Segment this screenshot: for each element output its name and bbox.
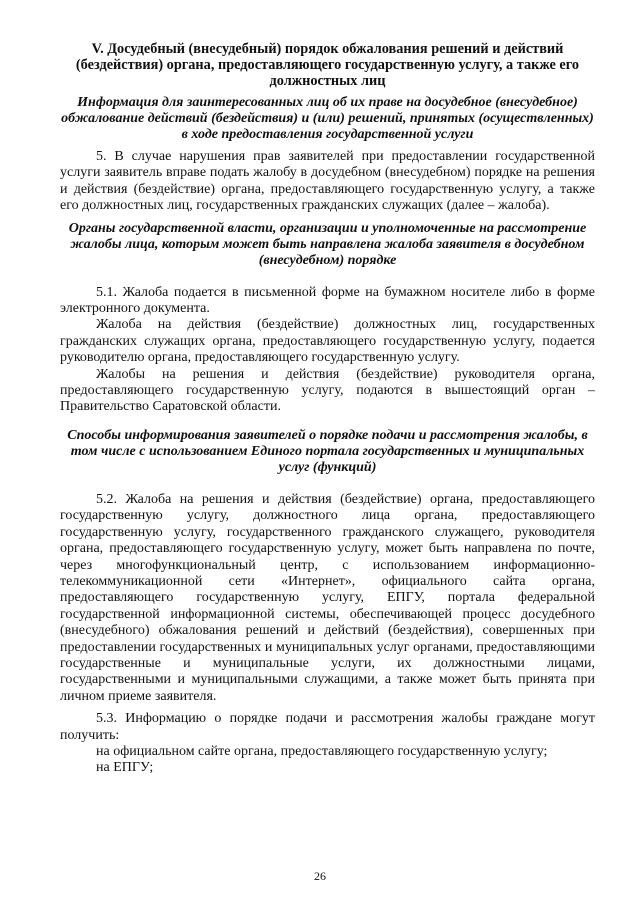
paragraph-5-3-epgu: на ЕПГУ; (96, 760, 154, 776)
paragraph-5-3-site: на официальном сайте органа, предоставляющего государственную услугу; (96, 743, 548, 759)
section-heading-methods: Способы информирования заявителей о порядке подачи и рассмотрения жалобы, в том числе с использованием Единого портала государственных и муниципальных услуг (функций) (67, 427, 588, 475)
page-number: 26 (314, 869, 326, 883)
chapter-title: V. Досудебный (внесудебный) порядок обжалования решений и действий (бездействия) органа, предоставляющего государственную услугу, а также его должностных лиц (75, 41, 580, 89)
paragraph-5-2: 5.2. Жалоба на решения и действия (бездействие) органа, предоставляющего государственную услугу, должностного лица органа, предоставляющего государственную услугу, государственного гражданского служащего, руководителя органа, предоставляющего государственную услугу, может быть направлена по почте, через многофункциональный центр, с использованием информационно-телекоммуникационной сети «Интернет», официального сайта органа, предоставляющего государственную услугу, ЕПГУ, портала федеральной государственной информационной системы, обеспечивающей процесс досудебного (внесудебного) обжалования решений и действий (бездействия), совершенных при предоставлении государственных и муниципальных услуг органами, предоставляющими государственные и муниципальные услуги, их должностными лицами, государственными и муниципальными служащими, а также может быть принята при личном приеме заявителя. (60, 491, 595, 704)
paragraph-5-1: 5.1. Жалоба подается в письменной форме на бумажном носителе либо в форме электронного документа. (60, 284, 595, 317)
paragraph-5-1-head: Жалобы на решения и действия (бездействие) руководителя органа, предоставляющего государственную услугу, подаются в вышестоящий орган – Правительство Саратовской области. (60, 366, 595, 415)
section-heading-bodies: Органы государственной власти, организации и уполномоченные на рассмотрение жалобы лица, которым может быть направлена жалоба заявителя в досудебном (внесудебном) порядке (68, 220, 587, 268)
document-page (60, 41, 595, 777)
section-heading-info: Информация для заинтересованных лиц об их праве на досудебное (внесудебное) обжалование действий (бездействия) и (или) решений, принятых (осуществленных) в ходе предоставления государственной услуги (61, 95, 594, 142)
paragraph-5: 5. В случае нарушения прав заявителей при предоставлении государственной услуги заявитель вправе подать жалобу в досудебном (внесудебном) порядке на решения и действия (бездействие) органа, предоставляющего государственную услугу, а также его должностных лиц, государственных гражданских служащих (далее – жалоба). (60, 149, 595, 214)
paragraph-5-3: 5.3. Информацию о порядке подачи и рассмотрения жалобы граждане могут получить: (60, 711, 595, 743)
paragraph-5-1-officials: Жалоба на действия (бездействие) должностных лиц, государственных гражданских служащих органа, предоставляющего государственную услугу, подается руководителю органа, предоставляющего государственную услугу. (60, 317, 595, 366)
